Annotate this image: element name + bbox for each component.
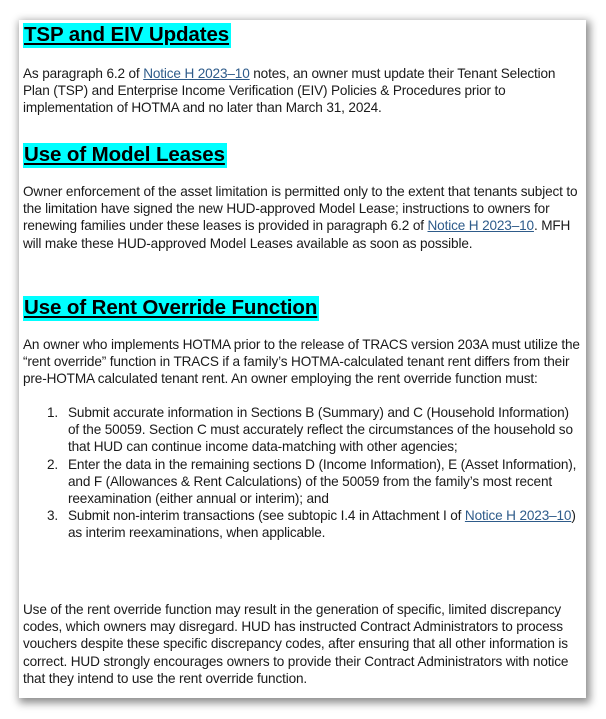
list-item-text: ) as interim reexaminations, when applicable.: [68, 508, 576, 541]
list-item: [23, 456, 583, 508]
list-item-number: 2.: [47, 456, 59, 472]
notice-h-2023-10-link[interactable]: Notice H 2023–10: [143, 66, 250, 81]
list-item-number: 1.: [47, 405, 59, 420]
list-item-text: Submit accurate information in Sections B (Summary) and C (Household Information) of the 50059. Section C must accurately reflect the circumstances of the household so that HUD can continue income data-matching with other agencies;: [68, 405, 573, 455]
paragraph-text: . MFH will make these HUD-approved Model Leases available as soon as possible.: [23, 218, 571, 251]
section-paragraph-rent-override-intro: An owner who implements HOTMA prior to the release of TRACS version 203A must utilize the “rent override” function in TRACS if a family’s HOTMA-calculated tenant rent differs from their pre-HOTMA calculated tenant rent. An owner employing the rent override function must:: [23, 337, 580, 387]
section-heading-tsp-eiv-updates: TSP and EIV Updates: [24, 23, 230, 46]
section-heading-rent-override: Use of Rent Override Function: [24, 296, 318, 319]
section-paragraph-rent-override-closing: Use of the rent override function may result in the generation of specific, limited discrepancy codes, which owners may disregard. HUD has instructed Contract Administrators to process vouchers despite these specific discrepancy codes, after ensuring that all other information is correct. HUD strongly encourages owners to provide their Contract Administrators with notice that they intend to use the rent override function.: [23, 602, 569, 686]
section-heading-model-leases: Use of Model Leases: [24, 143, 225, 166]
list-item-number: 3.: [47, 508, 59, 524]
list-item: [23, 404, 583, 456]
paragraph-text: notes, an owner must update their Tenant Selection Plan (TSP) and Enterprise Income Verification (EIV) Policies & Procedures prior to implementation of HOTMA and no later than March 31, 2024.: [23, 66, 556, 116]
section-paragraph-tsp-eiv: [23, 65, 583, 117]
notice-h-2023-10-link[interactable]: Notice H 2023–10: [427, 218, 534, 234]
list-item: [23, 507, 583, 541]
paragraph-text: Owner enforcement of the asset limitation is permitted only to the extent that tenants subject to the limitation have signed the new HUD-approved Model Lease; instructions to owners for renewing families under these leases is provided in paragraph 6.2 of: [23, 184, 578, 234]
section-paragraph-model-leases: [23, 183, 583, 252]
list-item-text: Enter the data in the remaining sections D (Income Information), E (Asset Information), and F (Allowances & Rent Calculations) of the 50059 from the family’s most recent reexamination (either annual or interim); and: [68, 456, 577, 507]
rent-override-requirements-list: [23, 404, 583, 542]
paragraph-text: As paragraph 6.2 of: [23, 66, 144, 81]
notice-h-2023-10-link[interactable]: Notice H 2023–10: [464, 508, 572, 524]
list-item-text: Submit non-interim transactions (see subtopic I.4 in Attachment I of: [68, 508, 465, 524]
document-page: [19, 20, 586, 698]
